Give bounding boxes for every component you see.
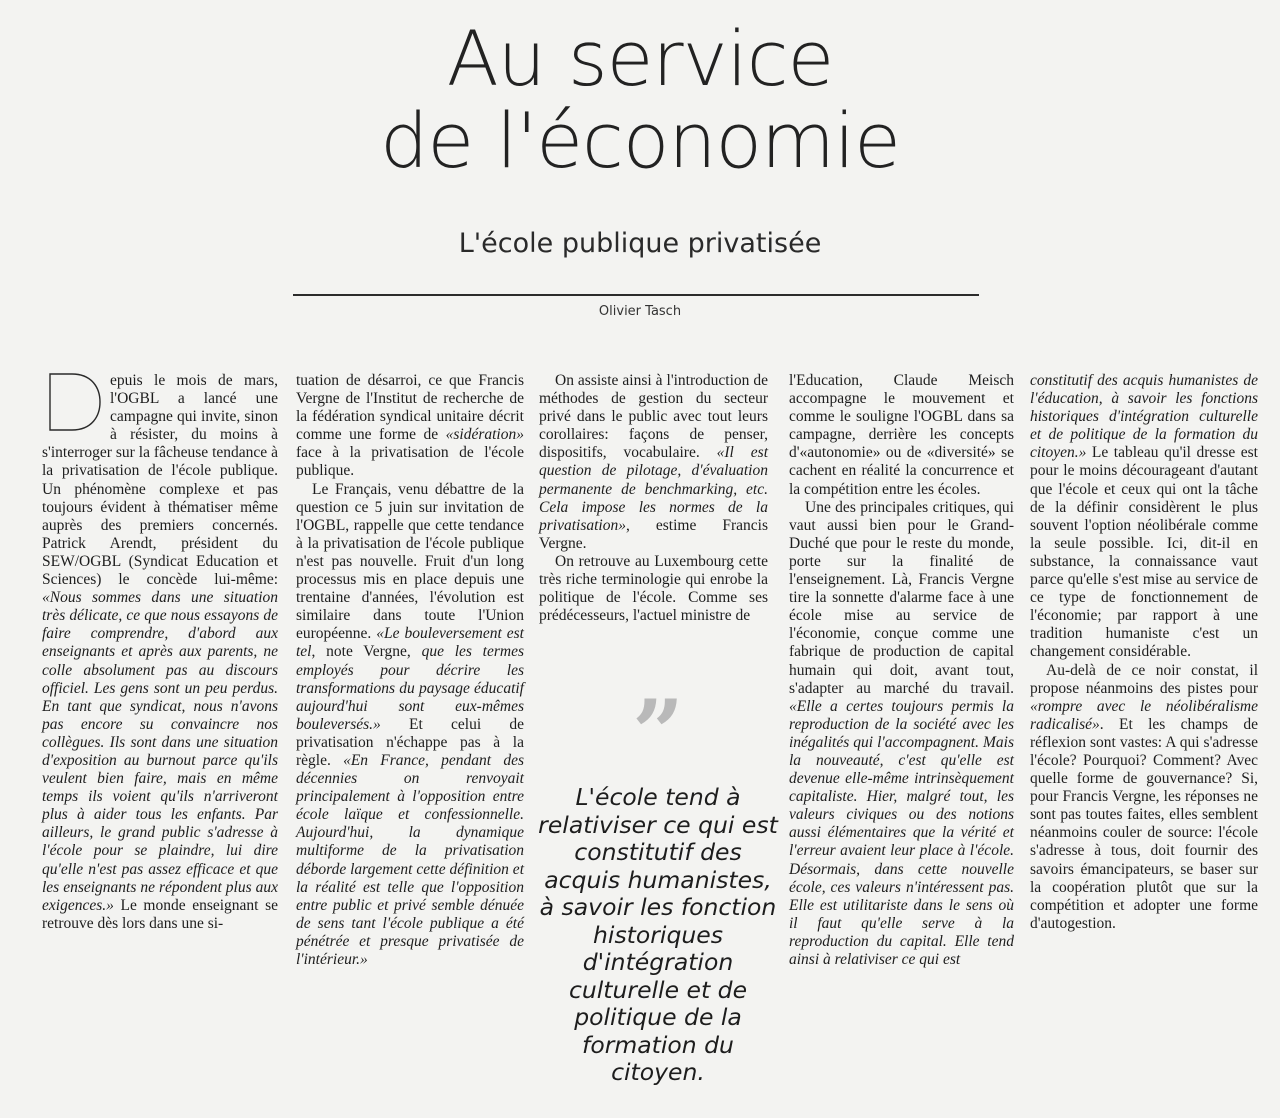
col5-text: Le tableau qu'il dresse est pour le moins décourageant d'autant que l'école et ceux qui ont la tâche de la définir considèrent le plus souvent l'option néolibérale comme la seule possible. Ici, dit-il en substance, la connaissance vaut parce qu'elle s'est mise au service de ce type de fonctionnement de l'économie; par rapport à une tradition humaniste c'est un changement considérable. — [1030, 444, 1258, 661]
col3-text: On assiste ainsi à l'introduction de méthodes de gestion du secteur privé dans le public avec tout leurs corollaires: façons de penser, dispositifs, vocabulaire. — [539, 372, 768, 462]
col3-paragraph-2: On retrouve au Luxembourg cette très riche terminologie qui enrobe la politique de l'école. Comme ses prédécesseurs, l'actuel ministre de — [539, 552, 768, 625]
col2-italic: «En France, pendant des décennies on renvoyait principalement à l'opposition entre école laïque et confessionnelle. Aujourd'hui, la dynamique multiforme de la privatisation déborde largement cette définition et la réalité est telle que l'opposition entre public et privé semble dénuée de sens tant l'école publique a été pénétrée et presque privatisée de l'intérieur.» — [296, 751, 524, 968]
col2-text: Et celui de privatisation n'échappe pas à la règle. — [296, 715, 524, 769]
drop-cap — [42, 372, 102, 432]
col1-paragraph-1 — [42, 372, 278, 933]
col4-text: Une des principales critiques, qui vaut aussi bien pour le Grand-Duché que pour le reste du monde, porte sur la finalité de l'enseignement. Là, Francis Vergne tire la sonnette d'alarme face à une école mise au service de l'économie, conçue comme une fabrique de production de capital humain qui doit, avant tout, s'adapter au marché du travail. — [789, 498, 1014, 697]
col5-paragraph-2 — [1030, 662, 1258, 933]
col2-paragraph-2 — [296, 481, 524, 970]
col2-text: tuation de désarroi, ce que Francis Vergne de l'Institut de recherche de la fédération syndical unitaire décrit comme une forme de — [296, 372, 524, 444]
col5-text: . Et les champs de réflexion sont vastes: A qui s'adresse l'école? Pourquoi? Comment? Avec quelle forme de gouvernance? Si, pour Francis Vergne, les réponses ne sont pas toutes faites, elles semblent néanmoins couler de source: l'école s'adresse à tous, doit fournir des savoirs émancipateurs, se baser sur la coopération plutôt que sur la compétition et adopter une forme d'autogestion. — [1030, 715, 1258, 932]
pull-quote — [538, 680, 778, 1087]
column-4 — [789, 372, 1014, 969]
author-byline: Olivier Tasch — [598, 304, 682, 319]
column-1 — [42, 372, 278, 933]
col4-italic: «Elle a certes toujours permis la reproduction de la société avec les inégalités qui l'accompagnent. Mais la nouveauté, c'est qu'elle est devenue elle-même intrinsèquement capitaliste. Hier, malgré tout, les valeurs civiques ou des notions aussi élémentaires que la vérité et l'erreur avaient leur place à l'école. Désormais, dans cette nouvelle école, ces valeurs n'intéressent pas. Elle est utilitariste dans le sens où il faut qu'elle serve à la reproduction du capital. Elle tend ainsi à relativiser ce qui est — [789, 697, 1014, 968]
col1-text-b: Le monde enseignant se retrouve dès lors dans une si- — [42, 896, 278, 932]
col2-text: face à la privatisation de l'école publique. — [296, 444, 524, 480]
col5-italic: «rompre avec le néolibéralisme radicalisé» — [1030, 697, 1258, 733]
col5-italic: constitutif des acquis humanistes de l'éducation, à savoir les fonctions historiques d'intégration culturelle et de politique de la formation du citoyen.» — [1030, 372, 1258, 462]
col2-italic: «Le bouleversement est tel — [296, 625, 524, 661]
quote-mark-icon: ” — [632, 680, 684, 786]
col2-text: , note Vergne, — [311, 643, 422, 661]
col2-italic: «sidération» — [445, 426, 524, 444]
col5-paragraph-1 — [1030, 372, 1258, 662]
col4-paragraph-2 — [789, 499, 1014, 969]
col2-italic: que les termes employés pour décrire les transformations du paysage éducatif aujourd'hui sont eux-mêmes bouleversés.» — [296, 643, 525, 733]
title-line-2: de l'économie — [380, 96, 900, 185]
col2-paragraph-1 — [296, 372, 524, 481]
column-2 — [296, 372, 524, 969]
col5-text: Au-delà de ce noir constat, il propose néanmoins des pistes pour — [1030, 661, 1258, 697]
col4-paragraph-1: l'Education, Claude Meisch accompagne le mouvement et comme le souligne l'OGBL dans sa campagne, derrière les concepts d'«autonomie» ou de «diversité» se cachent en réalité la concurrence et la compétition entre les écoles. — [789, 372, 1014, 498]
col3-text: , estime Francis Vergne. — [539, 516, 768, 552]
article-subtitle: L'école publique privatisée — [458, 228, 822, 259]
column-3 — [539, 372, 768, 625]
column-5 — [1030, 372, 1258, 933]
title-divider — [293, 294, 979, 296]
col2-text: Le Français, venu débattre de la question ce 5 juin sur invitation de l'OGBL, rappelle que cette tendance à la privatisation de l'école publique n'est pas nouvelle. Fruit d'un long processus mis en place depuis une trentaine d'années, l'évolution est similaire dans toute l'Union européenne. — [296, 480, 524, 643]
col1-text-a: epuis le mois de mars, l'OGBL a lancé une campagne qui invite, sinon à résister, du moins à s'interroger sur la fâcheuse tendance à la privatisation de l'école publique. Un phénomène complexe et pas toujours évident à thématiser même auprès des premiers concernés. Patrick Arendt, président du SEW/OGBL (Syndicat Education et Sciences) le concède lui-même: — [42, 372, 278, 589]
col3-paragraph-1 — [539, 372, 768, 553]
col1-quote: «Nous sommes dans une situation très délicate, ce que nous essayons de faire comprendre, d'abord aux enseignants et après aux parents, ne colle absolument pas au discours officiel. Les gens sont un peu perdus. En tant que syndicat, nous n'avons pas encore su convaincre nos collègues. Ils sont dans une situation d'exposition au burnout parce qu'ils veulent bien faire, mais en même temps ils voient qu'ils n'arriveront plus à aider tous les enfants. Par ailleurs, le grand public s'adresse à l'école pour se plaindre, lui dire qu'elle n'est pas assez efficace et que les enseignants ne répondent plus aux exigences.» — [42, 589, 278, 914]
article-title — [0, 14, 1280, 185]
col3-italic: «Il est question de pilotage, d'évaluation permanente de benchmarking, etc. Cela impose les normes de la privatisation» — [539, 444, 769, 534]
pull-quote-text: L'école tend à relativiser ce qui est constitutif des acquis humanistes, à savoir les fonction historiques d'intégration culturelle et de politique de la formation du citoyen. — [538, 783, 778, 1086]
title-line-1: Au service — [446, 14, 834, 103]
